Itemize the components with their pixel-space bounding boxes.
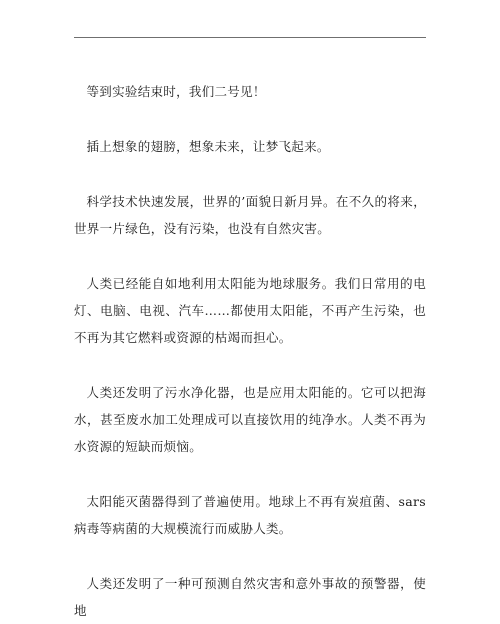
paragraph-6: 太阳能灭菌器得到了普遍使用。地球上不再有炭疽菌、sars 病毒等病菌的大规模流行而威胁人类。 xyxy=(74,494,426,536)
paragraph-7-partial: 人类还发明了一种可预测自然灾害和意外事故的预警器，使地 xyxy=(74,576,426,618)
paragraph-3: 科学技术快速发展，世界的’面貌日新月异。在不久的将来，世界一片绿色，没有污染，也没有自然灾害。 xyxy=(74,194,426,236)
paragraph-2: 插上想象的翅膀，想象未来，让梦飞起来。 xyxy=(86,139,330,154)
paragraph-4: 人类已经能自如地利用太阳能为地球服务。我们日常用的电灯、电脑、电视、汽车……都使用太阳能，不再产生污染，也不再为其它燃料或资源的枯竭而担心。 xyxy=(74,276,426,345)
document-body xyxy=(74,78,426,624)
paragraph-1: 等到实验结束时，我们二号见！ xyxy=(86,84,266,99)
header-rule xyxy=(74,37,426,38)
paragraph-5: 人类还发明了污水净化器，也是应用太阳能的。它可以把海水，甚至废水加工处理成可以直接饮用的纯净水。人类不再为水资源的短缺而烦恼。 xyxy=(74,385,426,454)
